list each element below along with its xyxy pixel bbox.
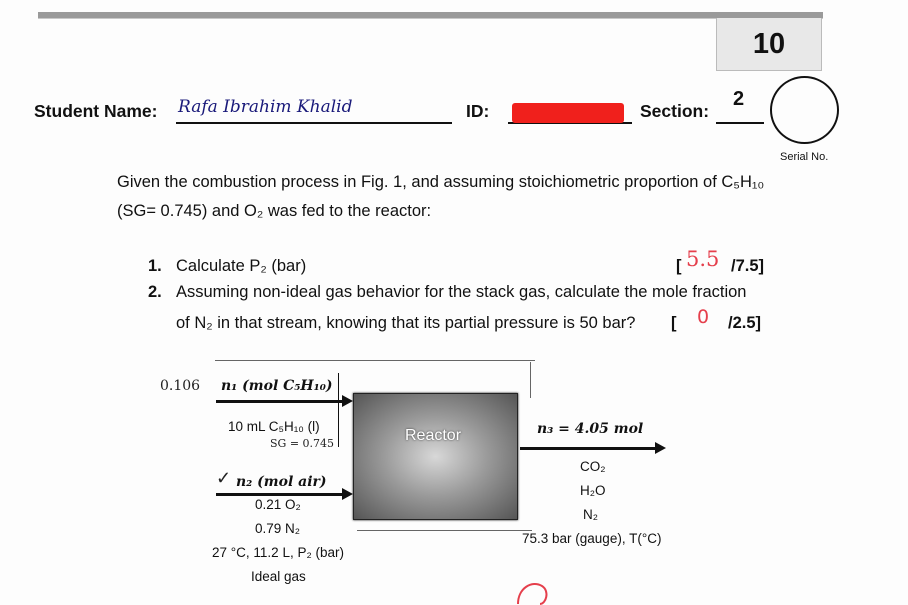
handwritten-sg: SG = 0.745 bbox=[270, 437, 335, 450]
id-label: ID: bbox=[466, 101, 490, 121]
stream2-label: n₂ (mol air) bbox=[236, 474, 327, 490]
stream3-h2o: H₂O bbox=[580, 483, 606, 498]
serial-label: Serial No. bbox=[780, 151, 829, 163]
stream1-arrow-line bbox=[216, 400, 342, 403]
stream3-arrowhead bbox=[655, 442, 666, 454]
q1-score-open: [ bbox=[676, 257, 682, 275]
stream3-co2: CO₂ bbox=[580, 459, 606, 474]
section-label: Section: bbox=[640, 101, 710, 121]
stream2-arrow-line bbox=[216, 493, 342, 496]
stream3-label: n₃ = 4.05 mol bbox=[537, 421, 644, 437]
figure-right-tick bbox=[530, 362, 531, 398]
figure-top-line bbox=[215, 360, 535, 361]
section-value: 2 bbox=[733, 88, 745, 110]
q2-handwritten-score: 0 bbox=[697, 306, 710, 328]
red-pen-mark bbox=[512, 578, 552, 605]
stream2-ideal-gas: Ideal gas bbox=[251, 569, 306, 584]
q2-score-open: [ bbox=[671, 314, 677, 332]
stream2-n2: 0.79 N₂ bbox=[255, 521, 301, 536]
handwritten-n1: 0.106 bbox=[160, 378, 201, 394]
figure-bottom-line bbox=[357, 530, 532, 531]
stream1-volume: 10 mL C₅H₁₀ (l) bbox=[228, 419, 320, 434]
reactor-label: Reactor bbox=[405, 427, 462, 444]
stream2-conditions: 27 °C, 11.2 L, P₂ (bar) bbox=[212, 545, 344, 560]
stream1-label: n₁ (mol C₅H₁₀) bbox=[221, 378, 333, 394]
id-redaction bbox=[512, 103, 624, 123]
top-scan-bar bbox=[38, 12, 823, 19]
stream2-o2: 0.21 O₂ bbox=[255, 497, 301, 512]
q2-line-1: Assuming non-ideal gas behavior for the stack gas, calculate the mole fraction bbox=[176, 283, 747, 301]
q1-number: 1. bbox=[148, 257, 162, 275]
total-score: 10 bbox=[752, 27, 786, 60]
stream3-arrow-line bbox=[520, 447, 655, 450]
serial-number-circle bbox=[770, 76, 839, 144]
q1-score-close: /7.5] bbox=[731, 257, 765, 275]
stream3-n2: N₂ bbox=[583, 507, 598, 522]
intro-line-2: (SG= 0.745) and O₂ was fed to the reactor: bbox=[117, 202, 432, 220]
student-name-handwritten: Rafa Ibrahim Khalid bbox=[178, 97, 353, 117]
stream1-arrowhead bbox=[342, 395, 353, 407]
stream3-conditions: 75.3 bar (gauge), T(°C) bbox=[522, 531, 662, 546]
total-score-box bbox=[716, 18, 822, 71]
stream1-bracket bbox=[338, 373, 339, 447]
q2-number: 2. bbox=[148, 283, 162, 301]
q2-line-2: of N₂ in that stream, knowing that its partial pressure is 50 bar? bbox=[176, 314, 636, 332]
student-name-label: Student Name: bbox=[34, 101, 158, 121]
stream2-arrowhead bbox=[342, 488, 353, 500]
handwritten-check: ✓ bbox=[216, 468, 232, 488]
q1-text: Calculate P₂ (bar) bbox=[176, 257, 307, 275]
q1-handwritten-score: 5.5 bbox=[686, 247, 720, 271]
q2-score-close: /2.5] bbox=[728, 314, 762, 332]
intro-line-1: Given the combustion process in Fig. 1, and assuming stoichiometric proportion of C₅H₁₀ bbox=[117, 173, 765, 191]
reactor-block bbox=[353, 393, 518, 520]
